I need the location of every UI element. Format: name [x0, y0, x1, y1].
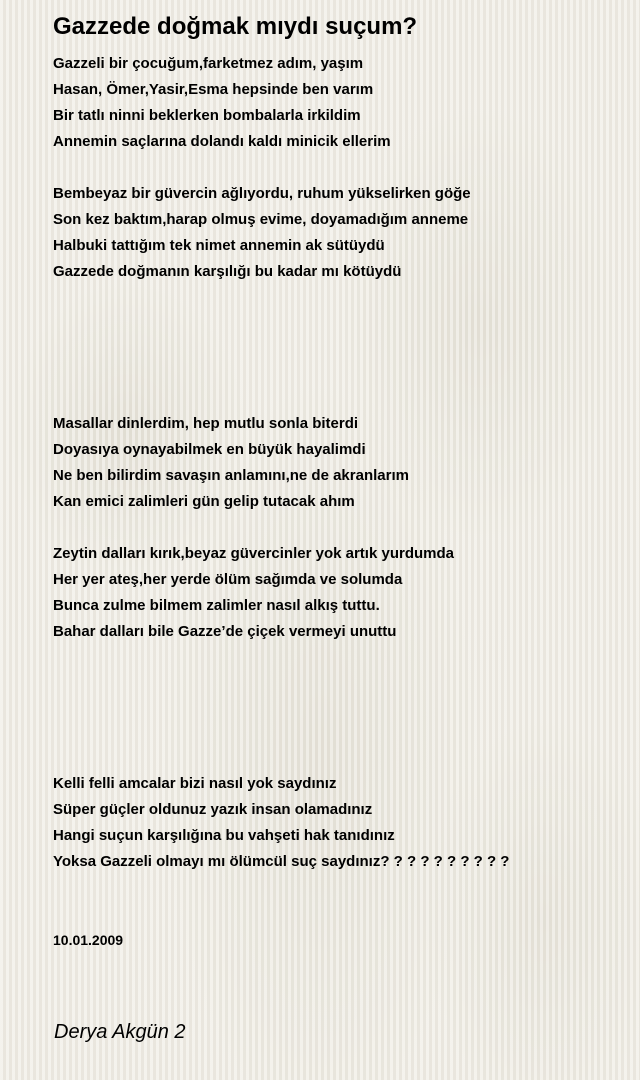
stanza-1 [53, 51, 391, 155]
poem-line: Kan emici zalimleri gün gelip tutacak ahım [53, 493, 355, 510]
poem-line: Annemin saçlarına dolandı kaldı minicik ellerim [53, 133, 391, 150]
poem-line: Gazzede doğmanın karşılığı bu kadar mı kötüydü [53, 263, 402, 280]
stanza-4 [53, 541, 454, 645]
poem-line: Halbuki tattığım tek nimet annemin ak sütüydü [53, 237, 385, 254]
poem-line: Hasan, Ömer,Yasir,Esma hepsinde ben varım [53, 81, 374, 98]
poem-line: Bembeyaz bir güvercin ağlıyordu, ruhum yükselirken göğe [53, 185, 471, 202]
poem-line: Ne ben bilirdim savaşın anlamını,ne de akranlarım [53, 467, 409, 484]
poem-line: Süper güçler oldunuz yazık insan olamadınız [53, 801, 373, 818]
poem-line: Zeytin dalları kırık,beyaz güvercinler yok artık yurdumda [53, 545, 454, 562]
poem-line: Masallar dinlerdim, hep mutlu sonla biterdi [53, 415, 359, 432]
poem-line: Her yer ateş,her yerde ölüm sağımda ve solumda [53, 571, 403, 588]
poem-line: Bir tatlı ninni beklerken bombalarla irkildim [53, 107, 361, 124]
poem-line: Bunca zulme bilmem zalimler nasıl alkış tuttu. [53, 597, 380, 614]
poem-line: Doyasıya oynayabilmek en büyük hayalimdi [53, 441, 366, 458]
poem-date: 10.01.2009 [53, 932, 124, 948]
poem-author: Derya Akgün 2 [54, 1021, 186, 1043]
poem-line: Yoksa Gazzeli olmayı mı ölümcül suç saydınız? ? ? ? ? ? ? ? ? ? [53, 853, 510, 870]
stanza-2 [53, 181, 471, 285]
poem-line: Hangi suçun karşılığına bu vahşeti hak tanıdınız [53, 827, 395, 844]
poem-line: Gazzeli bir çocuğum,farketmez adım, yaşım [53, 55, 364, 72]
poem-title: Gazzede doğmak mıydı suçum? [53, 13, 418, 40]
stanza-3 [53, 411, 409, 515]
poem-line: Bahar dalları bile Gazze’de çiçek vermeyi unuttu [53, 623, 397, 640]
stanza-5 [53, 771, 509, 875]
poem-line: Son kez baktım,harap olmuş evime, doyamadığım anneme [53, 211, 469, 228]
poem-line: Kelli felli amcalar bizi nasıl yok saydınız [53, 775, 337, 792]
